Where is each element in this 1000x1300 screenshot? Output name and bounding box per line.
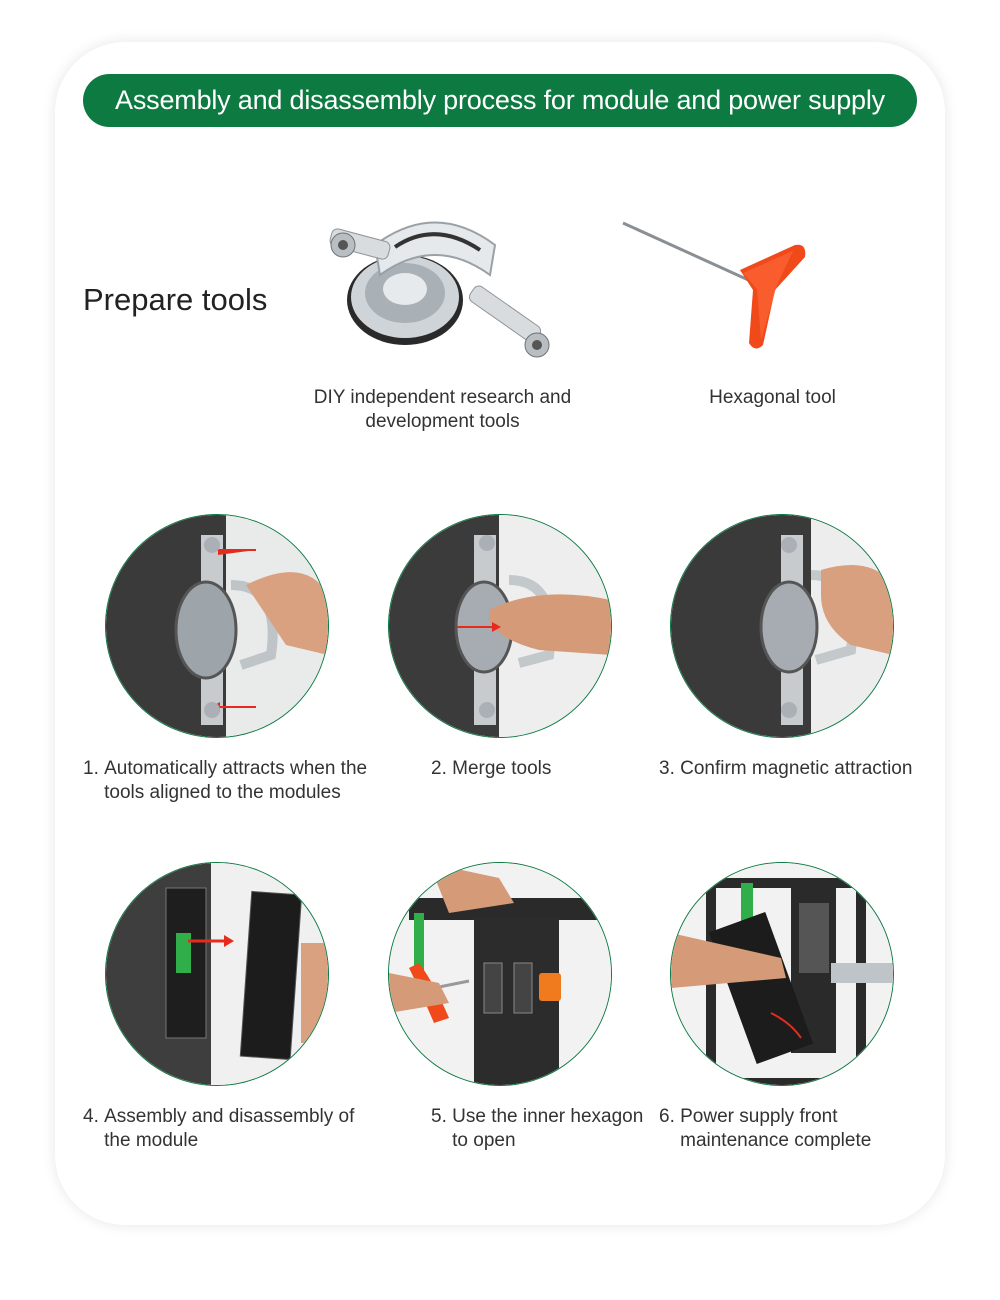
title-banner: [83, 74, 917, 127]
step-text: Automatically attracts when the tools aligned to the modules: [104, 758, 368, 803]
step-3-caption: [659, 757, 944, 781]
step-number: 5.: [431, 1106, 453, 1127]
step-6-caption: [659, 1105, 919, 1153]
suction-cup-tool-icon: [315, 205, 565, 365]
step-number: 4.: [83, 1106, 105, 1127]
page-title: Assembly and disassembly process for module and power supply: [115, 85, 885, 115]
step-number: 1.: [83, 758, 105, 779]
step-text: Power supply front maintenance complete: [680, 1106, 872, 1151]
step-number: 2.: [431, 758, 453, 779]
step-text: Assembly and disassembly of the module: [104, 1106, 355, 1151]
step-2-caption: [431, 757, 631, 781]
step-5-photo: [388, 862, 612, 1086]
step-4-photo: [105, 862, 329, 1086]
step-3-photo: [670, 514, 894, 738]
step-text: Merge tools: [452, 758, 552, 779]
step-1-caption: [83, 757, 393, 805]
hex-key-icon: [615, 215, 815, 355]
tool-caption-diy: DIY independent research and development tools: [313, 387, 572, 432]
step-number: 3.: [659, 758, 681, 779]
prepare-tools-heading: Prepare tools: [83, 282, 268, 317]
step-4-caption: [83, 1105, 373, 1153]
step-6-photo: [670, 862, 894, 1086]
step-number: 6.: [659, 1106, 681, 1127]
tool-caption-hex: Hexagonal tool: [709, 387, 836, 408]
step-text: Confirm magnetic attraction: [680, 758, 913, 779]
step-text: Use the inner hexagon to open: [452, 1106, 644, 1151]
step-5-caption: [431, 1105, 651, 1153]
step-2-photo: [388, 514, 612, 738]
step-1-photo: [105, 514, 329, 738]
